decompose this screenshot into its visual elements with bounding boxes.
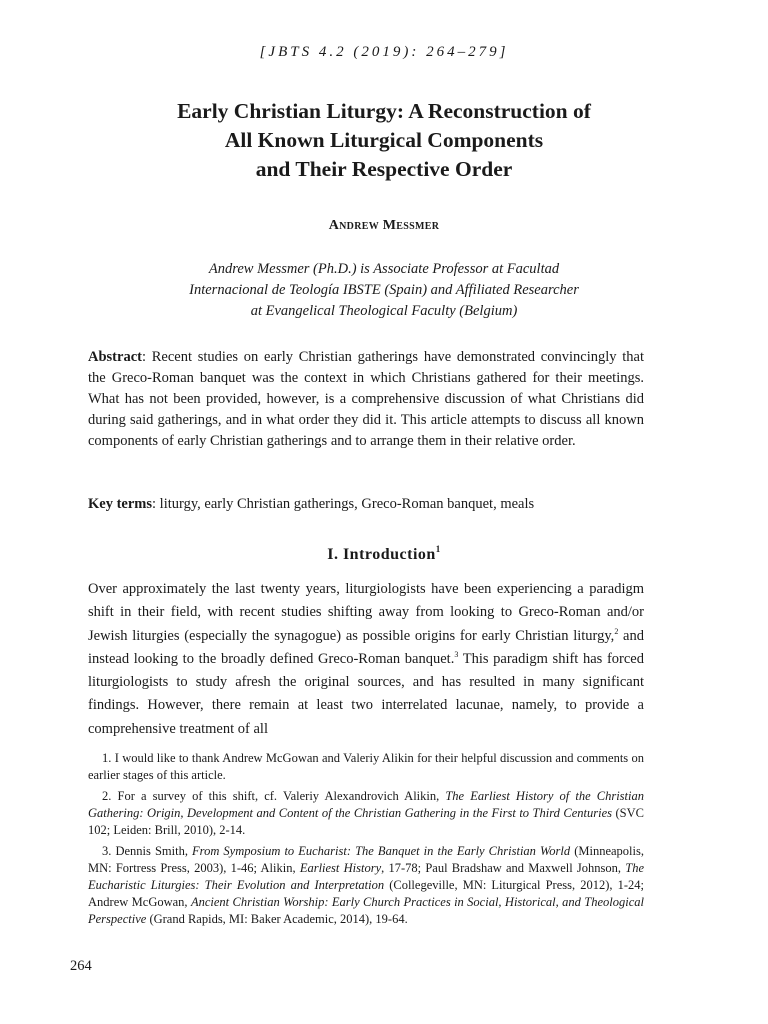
journal-citation-header: [JBTS 4.2 (2019): 264–279] <box>259 44 509 60</box>
footnote-text: , 17-78; Paul Bradshaw and Maxwell Johnson, <box>381 861 626 875</box>
footnote-text: Dennis Smith, <box>111 844 193 858</box>
article-title <box>0 97 768 184</box>
cited-work-title: Ancient Christian Worship: Early Church Practices in Social, Historical, and Theological Perspective <box>88 895 645 926</box>
section-heading-text: I. Introduction <box>327 546 436 563</box>
title-line-3: and Their Respective Order <box>255 157 513 181</box>
author-affiliation <box>0 259 768 322</box>
key-terms-paragraph <box>88 494 644 515</box>
affiliation-line-1: Andrew Messmer (Ph.D.) is Associate Professor at Facultad <box>208 261 560 277</box>
cited-work-title: The Eucharistic Liturgies: Their Evolution and Interpretation <box>88 861 644 892</box>
cited-work-title: The Earliest History of the Christian Gathering: Origin, Development and Content of the Christian Gathering in the First to Third Centuries <box>88 789 644 820</box>
footnotes <box>88 750 644 932</box>
abstract-text: : Recent studies on early Christian gatherings have demonstrated convincingly that the Greco-Roman banquet was the context in which Christians gathered for their meetings. What has not been provided, however, is a comprehensive discussion of what Christians did during said gatherings, and in what order they did it. This article attempts to discuss all known components of early Christian gatherings and to arrange them in their relative order. <box>88 349 644 449</box>
abstract-paragraph <box>88 347 644 452</box>
title-line-1: Early Christian Liturgy: A Reconstruction of <box>177 99 591 123</box>
cited-work-title: Earliest History <box>299 861 382 875</box>
footnote-text: (SVC 102; Leiden: Brill, 2010), 2-14. <box>88 806 644 837</box>
affiliation-line-3: at Evangelical Theological Faculty (Belgium) <box>250 303 518 319</box>
intro-text-2: and instead looking to the broadly defined Greco-Roman banquet. <box>88 627 644 667</box>
footnote-text: I would like to thank Andrew McGowan and Valeriy Alikin for their helpful discussion and comments on earlier stages of this article. <box>88 751 644 782</box>
footnote-number: 1. <box>102 751 112 765</box>
footnote-1 <box>88 750 644 784</box>
footnote-number: 3. <box>102 844 112 858</box>
introduction-paragraph <box>88 578 644 737</box>
page-number: 264 <box>70 958 92 974</box>
footnote-ref-3: 3 <box>454 649 459 659</box>
footnote-ref-2: 2 <box>614 626 619 636</box>
affiliation-line-2: Internacional de Teología IBSTE (Spain) and Affiliated Researcher <box>189 282 579 298</box>
footnote-text: (Grand Rapids, MI: Baker Academic, 2014), 19-64. <box>146 912 408 926</box>
title-line-2: All Known Liturgical Components <box>224 128 544 152</box>
intro-text-1: Over approximately the last twenty years, liturgiologists have been experiencing a paradigm shift in their field, with recent studies shifting away from looking to Greco-Roman and/or Jewish liturgies (especially the synagogue) as possible origins for early Christian liturgy, <box>88 581 644 644</box>
footnote-text: (Collegeville, MN: Liturgical Press, 2012), 1-24; Andrew McGowan, <box>88 878 644 909</box>
key-terms-label: Key terms <box>88 496 153 512</box>
footnote-3 <box>88 843 644 928</box>
footnote-text: (Minneapolis, MN: Fortress Press, 2003), 1-46; Alikin, <box>88 844 644 875</box>
footnote-number: 2. <box>102 789 112 803</box>
footnote-2 <box>88 788 644 839</box>
footnote-text: For a survey of this shift, cf. Valeriy Alexandrovich Alikin, <box>111 789 446 803</box>
intro-text-3: This paradigm shift has forced liturgiologists to study afresh the original sources, and has resulted in many significant findings. However, there remain at least two interrelated lacunae, namely, to provide a comprehensive treatment of all <box>88 650 644 737</box>
author-name: Andrew Messmer <box>328 218 440 233</box>
footnote-ref-1: 1 <box>435 544 441 554</box>
cited-work-title: From Symposium to Eucharist: The Banquet in the Early Christian World <box>192 844 571 858</box>
key-terms-text: : liturgy, early Christian gatherings, Greco-Roman banquet, meals <box>152 496 535 512</box>
abstract-label: Abstract <box>88 349 142 365</box>
section-heading-introduction <box>0 544 768 564</box>
